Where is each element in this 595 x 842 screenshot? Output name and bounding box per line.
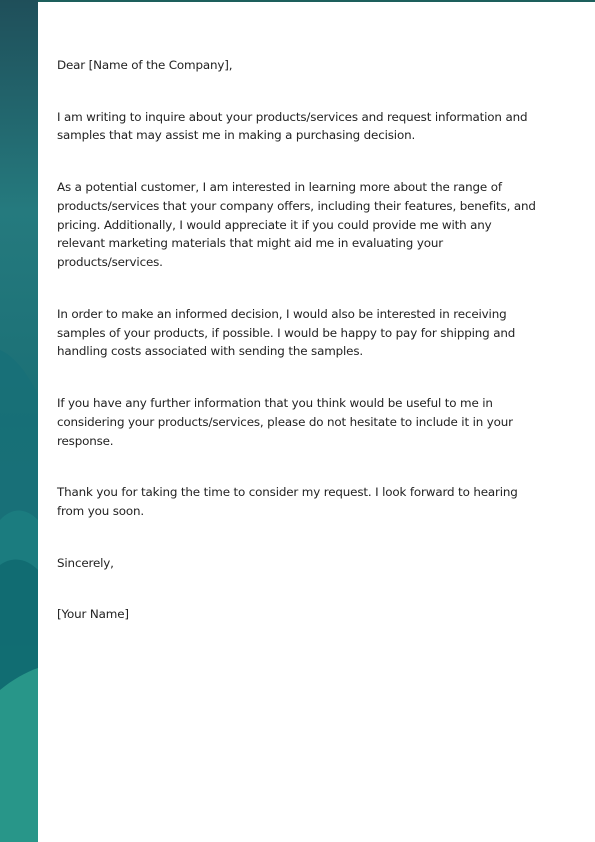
salutation: Dear [Name of the Company], [57,58,233,72]
paragraph-3: In order to make an informed decision, I would also be interested in receiving samples of your products, if possible. I would be happy to pay for shipping and handling costs associated with sending the samples. [57,306,516,359]
side-band-waves [0,0,38,842]
top-rule [38,0,595,2]
decorative-side-band [0,0,38,842]
closing: Sincerely, [57,555,114,570]
letter-body [57,56,542,657]
signature: [Your Name] [57,607,129,622]
paragraph-1: I am writing to inquire about your products/services and request information and samples that may assist me in making a purchasing decision. [57,109,528,143]
band-wave-4 [0,668,38,842]
paragraph-2: As a potential customer, I am interested in learning more about the range of products/services that your company offers, including their features, benefits, and pricing. Additionally, I would appreciate it if you could provide me with any relevant marketing materials that might aid me in evaluating your products/services. [57,179,536,270]
paragraph-4: If you have any further information that you think would be useful to me in considering your products/services, please do not hesitate to include it in your response. [57,395,513,448]
paragraph-5: Thank you for taking the time to consider my request. I look forward to hearing from you soon. [57,485,518,518]
